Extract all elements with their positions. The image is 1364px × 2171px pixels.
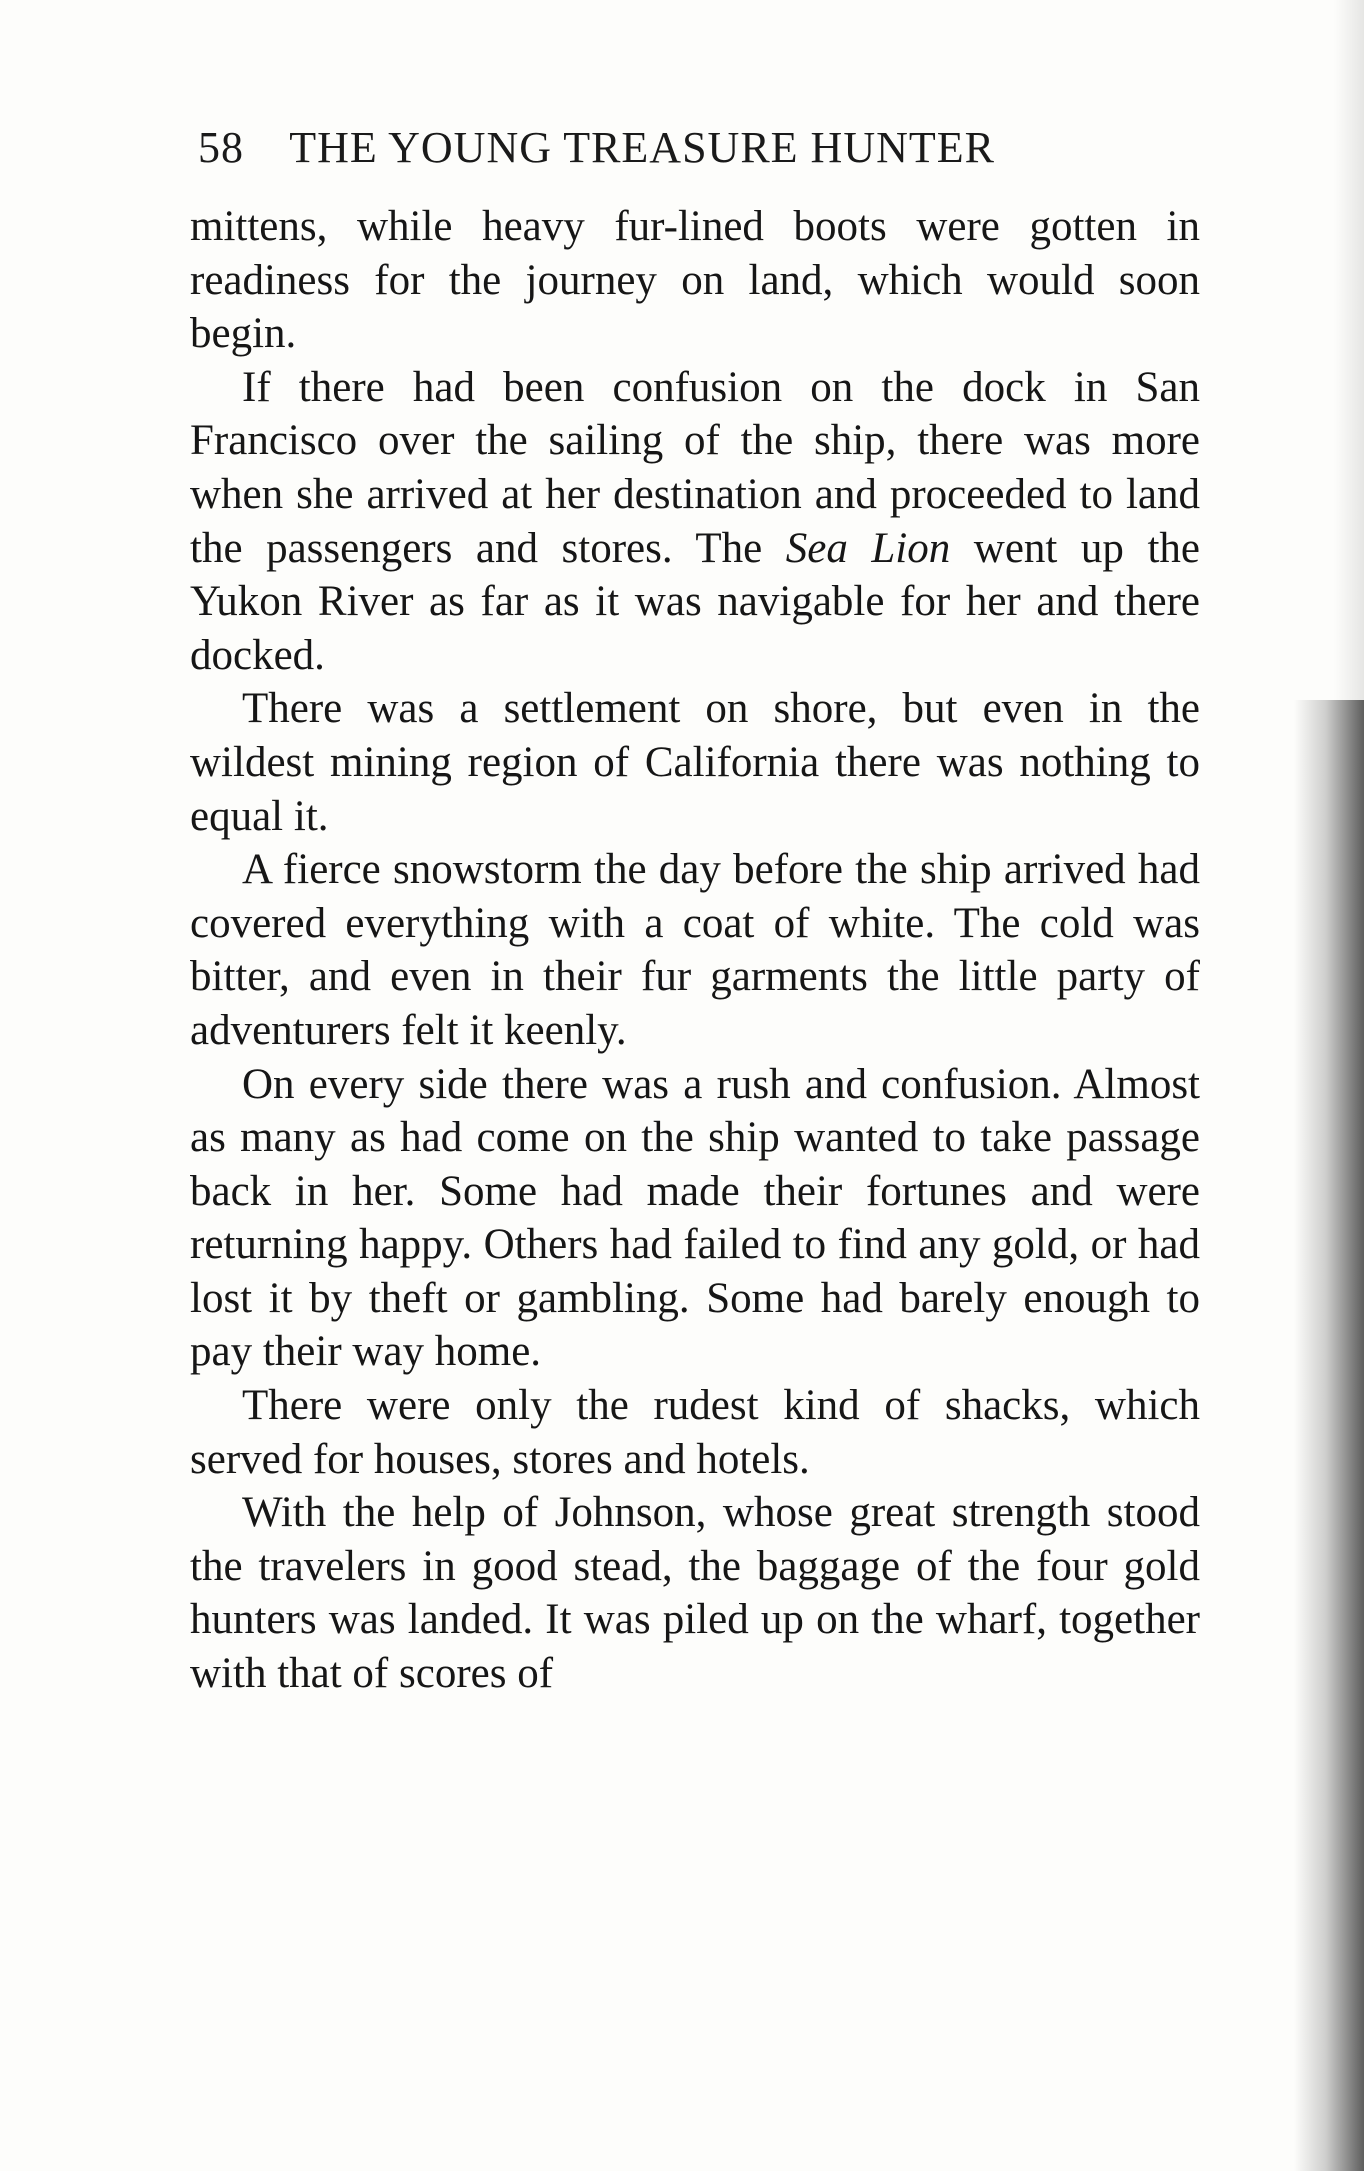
page-edge-shading <box>1334 0 1364 700</box>
paragraph-4: A fierce snowstorm the day before the ship arrived had covered everything with a coat of white. The cold was bitter, and even in their fur garments the little party of adventurers felt it keenly. <box>190 846 1200 1054</box>
page-gutter-shadow <box>1294 700 1364 2171</box>
paragraph-1: mittens, while heavy fur-lined boots were gotten in readiness for the journey on land, which would soon begin. <box>190 203 1200 358</box>
running-header <box>198 122 1198 182</box>
paragraph-7: With the help of Johnson, whose great strength stood the travelers in good stead, the baggage of the four gold hunters was landed. It was piled up on the wharf, together with that of scores of <box>190 1489 1200 1698</box>
running-title: THE YOUNG TREASURE HUNTER <box>289 123 995 172</box>
paragraph-6: There were only the rudest kind of shacks, which served for houses, stores and hotels. <box>190 1382 1200 1483</box>
body-text <box>190 200 1200 1701</box>
paragraph-5: On every side there was a rush and confusion. Almost as many as had come on the ship wanted to take passage back in her. Some had made their fortunes and were returning happy. Others had failed to find any gold, or had lost it by theft or gambling. Some had barely enough to pay their way home. <box>190 1060 1200 1376</box>
paragraph-2-text-a: If there had been confusion on the dock in San Francisco over the sailing of the ship, there was more when she arrived at her destination and proceeded to land the passengers and stores. The <box>190 363 1200 572</box>
ship-name-italic: Sea Lion <box>785 524 951 572</box>
paragraph-3: There was a settlement on shore, but even in the wildest mining region of California there was nothing to equal it. <box>190 685 1200 840</box>
paragraph-2-text-b: went up the Yukon River as far as it was navigable for her and there docked. <box>190 524 1200 679</box>
page-number: 58 <box>198 123 244 172</box>
paragraph-2 <box>190 361 1200 683</box>
